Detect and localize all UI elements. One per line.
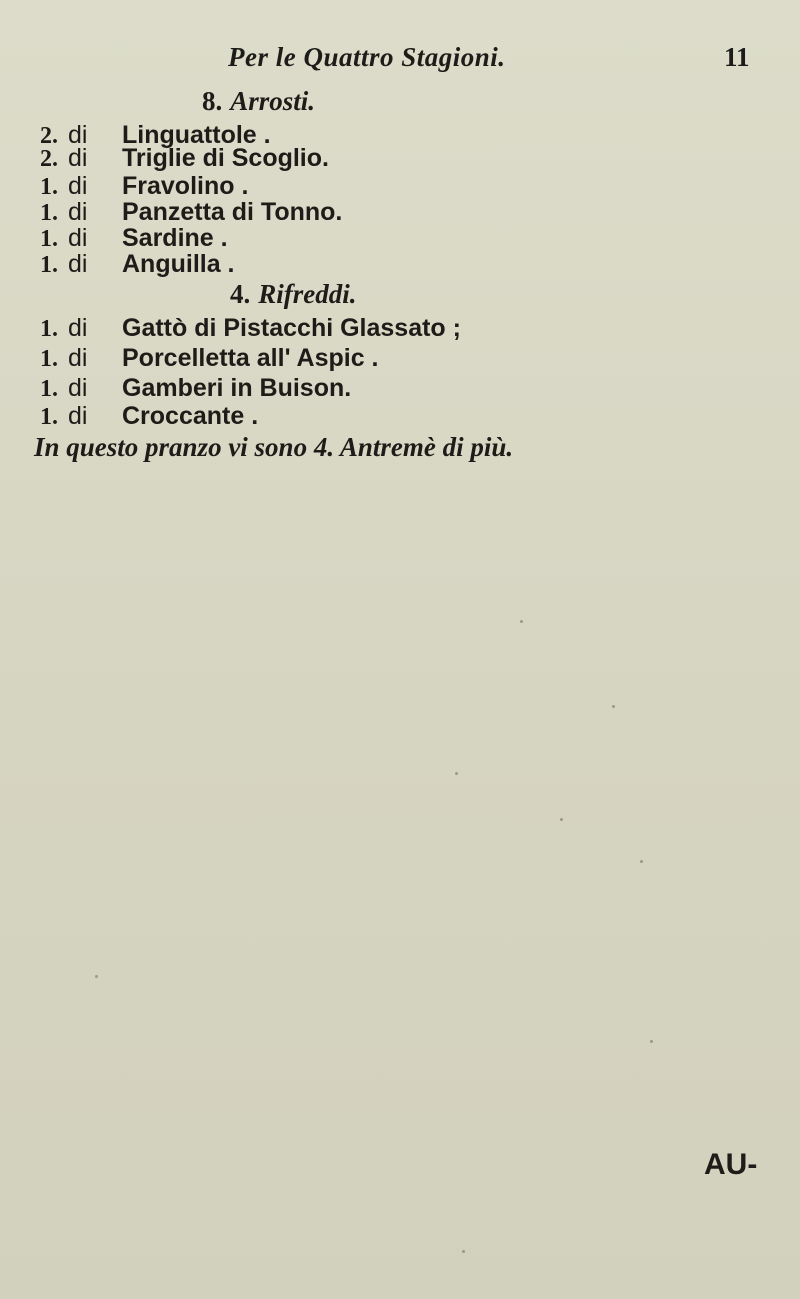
paper-speck bbox=[612, 705, 615, 708]
paper-speck bbox=[95, 975, 98, 978]
item-quantity: 1. bbox=[40, 346, 58, 372]
item-preposition: di bbox=[68, 172, 88, 200]
item-name: Gamberi in Buison. bbox=[122, 374, 352, 402]
item-quantity: 2. bbox=[40, 146, 58, 172]
item-preposition: di bbox=[68, 344, 88, 372]
item-quantity: 2. bbox=[40, 123, 58, 149]
item-preposition: di bbox=[68, 374, 88, 402]
list-item bbox=[40, 250, 235, 282]
item-quantity: 1. bbox=[40, 404, 58, 430]
paper-speck bbox=[560, 818, 563, 821]
item-quantity: 1. bbox=[40, 252, 58, 278]
item-quantity: 1. bbox=[40, 200, 58, 226]
item-preposition: di bbox=[68, 402, 88, 430]
catchword: AU- bbox=[704, 1148, 758, 1181]
paper-speck bbox=[520, 620, 523, 623]
item-name: Croccante . bbox=[122, 402, 259, 430]
item-preposition: di bbox=[68, 198, 88, 226]
list-item bbox=[40, 344, 379, 376]
list-item bbox=[40, 314, 461, 346]
section-heading-rifreddi bbox=[230, 279, 357, 310]
item-quantity: 1. bbox=[40, 226, 58, 252]
item-preposition: di bbox=[68, 121, 88, 149]
paper-speck bbox=[640, 860, 643, 863]
item-name: Linguattole . bbox=[122, 121, 271, 149]
item-preposition: di bbox=[68, 250, 88, 278]
paper-speck bbox=[455, 772, 458, 775]
item-name: Triglie di Scoglio. bbox=[122, 144, 329, 172]
item-preposition: di bbox=[68, 314, 88, 342]
item-quantity: 1. bbox=[40, 316, 58, 342]
item-preposition: di bbox=[68, 224, 88, 252]
running-title: Per le Quattro Stagioni. bbox=[228, 42, 506, 72]
item-name: Gattò di Pistacchi Glassato ; bbox=[122, 314, 461, 342]
section-title: Rifreddi. bbox=[258, 279, 357, 309]
item-name: Porcelletta all' Aspic . bbox=[122, 344, 379, 372]
page-number: 11 bbox=[724, 42, 750, 72]
item-name: Panzetta di Tonno. bbox=[122, 198, 343, 226]
item-quantity: 1. bbox=[40, 376, 58, 402]
paper-speck bbox=[462, 1250, 465, 1253]
paper-speck bbox=[650, 1040, 653, 1043]
item-name: Fravolino . bbox=[122, 172, 249, 200]
section-heading-arrosti bbox=[202, 86, 315, 117]
section-count: 8. bbox=[202, 86, 223, 116]
section-count: 4. bbox=[230, 279, 251, 309]
item-name: Anguilla . bbox=[122, 250, 235, 278]
item-name: Sardine . bbox=[122, 224, 228, 252]
list-item bbox=[40, 402, 258, 434]
section-title: Arrosti. bbox=[230, 86, 316, 116]
item-quantity: 1. bbox=[40, 174, 58, 200]
closing-note: In questo pranzo vi sono 4. Antremè di più. bbox=[34, 432, 514, 462]
item-preposition: di bbox=[68, 144, 88, 172]
